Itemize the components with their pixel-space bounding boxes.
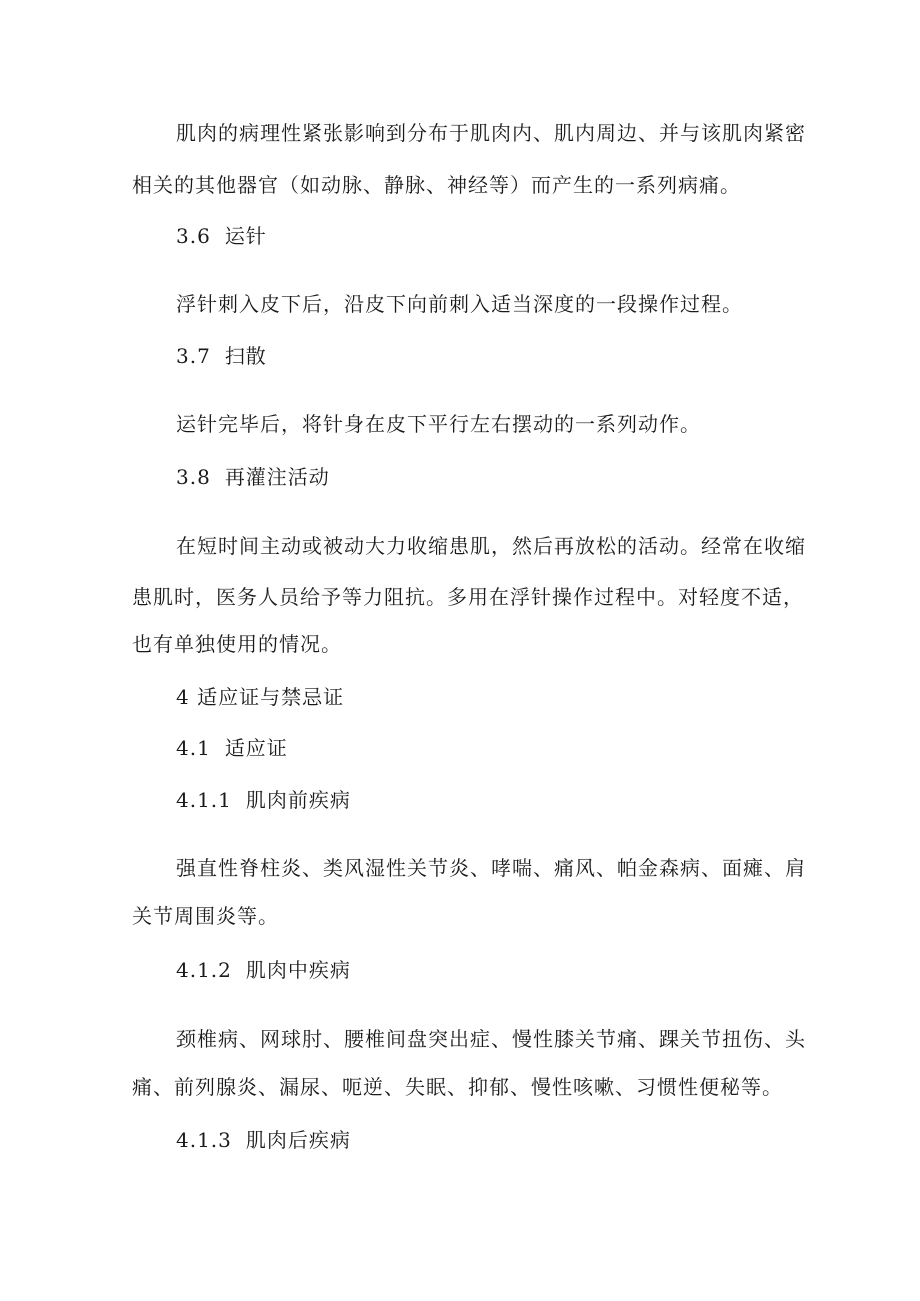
paragraph-line: 肌肉的病理性紧张影响到分布于肌肉内、肌内周边、并与该肌肉紧密 <box>176 121 806 145</box>
section-title: 肌肉前疾病 <box>245 788 351 812</box>
section-number: 3.6 <box>176 224 211 248</box>
paragraph-line: 运针完毕后，将针身在皮下平行左右摆动的一系列动作。 <box>176 412 701 436</box>
section-title: 适应证 <box>224 736 288 760</box>
paragraph-line: 颈椎病、网球肘、腰椎间盘突出症、慢性膝关节痛、踝关节扭伤、头 <box>176 1027 806 1051</box>
section-title: 扫散 <box>224 344 267 368</box>
section-number: 4.1.3 <box>176 1128 232 1152</box>
section-number: 3.8 <box>176 465 211 489</box>
section-heading-3-7 <box>176 346 267 366</box>
paragraph-line: 患肌时，医务人员给予等力阻抗。多用在浮针操作过程中。对轻度不适， <box>132 585 804 609</box>
section-number: 4.1 <box>176 736 211 760</box>
paragraph-line: 浮针刺入皮下后，沿皮下向前刺入适当深度的一段操作过程。 <box>176 292 743 316</box>
section-title: 再灌注活动 <box>224 465 330 489</box>
section-number: 4.1.1 <box>176 788 232 812</box>
section-heading-3-8 <box>176 467 330 487</box>
section-number: 4.1.2 <box>176 958 232 982</box>
paragraph-line: 在短时间主动或被动大力收缩患肌，然后再放松的活动。经常在收缩 <box>176 534 806 558</box>
section-title: 肌肉中疾病 <box>245 958 351 982</box>
paragraph-line: 也有单独使用的情况。 <box>132 632 342 656</box>
paragraph-line: 相关的其他器官（如动脉、静脉、神经等）而产生的一系列病痛。 <box>132 173 741 197</box>
paragraph-line: 痛、前列腺炎、漏尿、呃逆、失眠、抑郁、慢性咳嗽、习惯性便秘等。 <box>132 1075 783 1099</box>
paragraph-line: 强直性脊柱炎、类风湿性关节炎、哮喘、痛风、帕金森病、面瘫、肩 <box>176 856 806 880</box>
section-heading-4: 4 适应证与禁忌证 <box>176 685 345 709</box>
section-heading-4-1-1 <box>176 790 351 810</box>
section-heading-4-1 <box>176 738 288 758</box>
section-title: 运针 <box>224 224 267 248</box>
section-heading-4-1-3 <box>176 1130 351 1150</box>
section-heading-3-6 <box>176 226 267 246</box>
paragraph-line: 关节周围炎等。 <box>132 904 279 928</box>
section-title: 肌肉后疾病 <box>245 1128 351 1152</box>
section-number: 3.7 <box>176 344 211 368</box>
section-heading-4-1-2 <box>176 960 351 980</box>
